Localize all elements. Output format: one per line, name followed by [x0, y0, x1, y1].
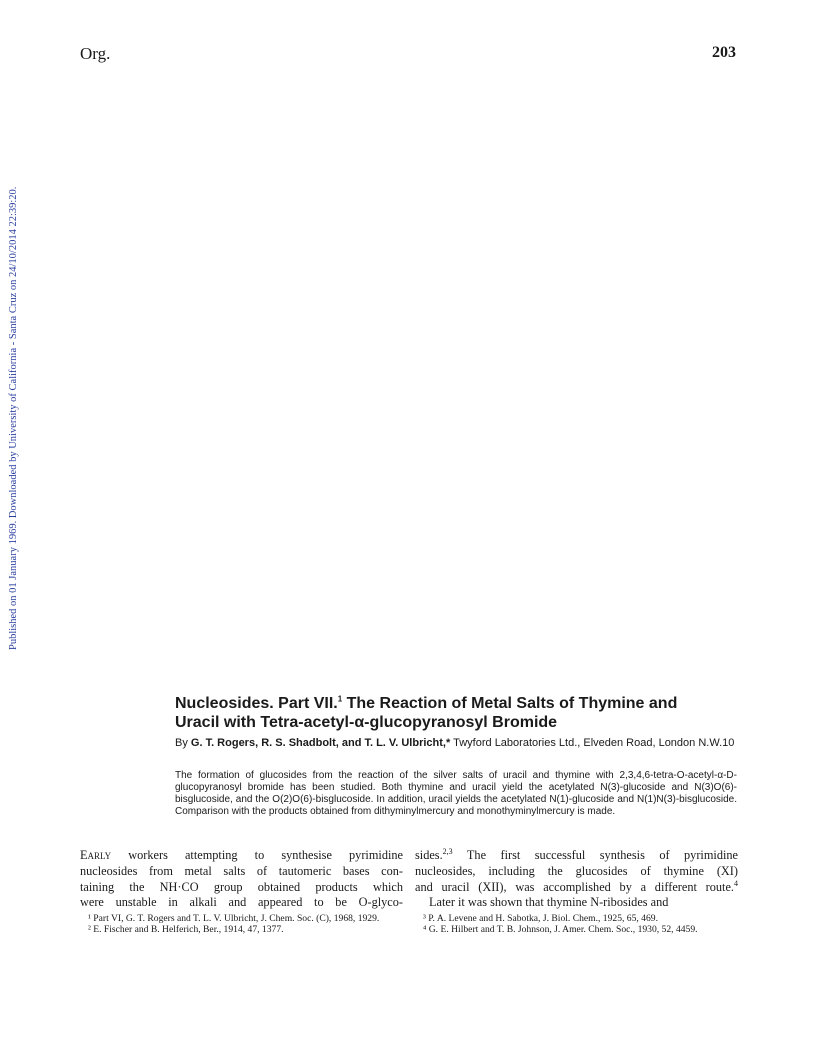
- footnote: ¹ Part VI, G. T. Rogers and T. L. V. Ulbricht, J. Chem. Soc. (C), 1968, 1929.: [88, 913, 380, 924]
- citation-marker: 4: [734, 878, 738, 888]
- body-line: nucleosides from metal salts of tautomeric bases con-: [80, 863, 403, 878]
- footnote: ² E. Fischer and B. Helferich, Ber., 1914, 47, 1377.: [88, 924, 284, 936]
- by-label: By: [175, 737, 188, 749]
- body-column-left: [80, 848, 403, 911]
- body-line: nucleosides, including the glucosides of thymine (XI): [415, 863, 738, 878]
- article-title: [175, 694, 737, 732]
- title-footnote-marker: 1: [337, 694, 343, 704]
- body-line: taining the NH·CO group obtained products which: [80, 879, 403, 894]
- title-line-1-end: The Reaction of Metal Salts of Thymine and: [342, 695, 678, 712]
- body-line: were unstable in alkali and appeared to be O-glyco-: [80, 895, 403, 910]
- body-column-right: [415, 848, 738, 911]
- body-line: sides.$^{2,3}$ The first successful synthesis of pyrimidine: [415, 846, 738, 862]
- footnote: ³ P. A. Levene and H. Sabotka, J. Biol. Chem., 1925, 65, 469.: [423, 913, 658, 924]
- footnotes-right: [415, 913, 738, 935]
- journal-section-label: Org.: [80, 44, 111, 63]
- body-line: Early workers attempting to synthesise pyrimidine: [80, 848, 403, 862]
- download-notice: Published on 01 January 1969. Downloaded by University of California - Santa Cruz on 24/10/2014 22:39:20.: [8, 186, 19, 650]
- title-line-2: Uracil with Tetra-acetyl-α-glucopyranosyl Bromide: [175, 714, 558, 731]
- abstract: The formation of glucosides from the reaction of the silver salts of uracil and thymine with 2,3,4,6-tetra-O-acetyl-α-D-glucopyranosyl bromide has been studied. Both thymine and uracil yield the acetylated N(3)-glucoside and N(3)O(6)-bisglucoside, and the O(2)O(6)-bisglucoside. In addition, uracil yields the acetylated N(1)-glucoside and N(1)N(3)-bisglucoside. Comparison with the products obtained from dithyminylmercury and monothyminylmercury is made.: [175, 770, 737, 817]
- affiliation: Twyford Laboratories Ltd., Elveden Road, London N.W.10: [453, 737, 735, 749]
- citation-marker: 2,3: [442, 846, 453, 856]
- body-line: and uracil (XII), was accomplished by a different route.$^4$: [415, 878, 738, 894]
- footnote: ⁴ G. E. Hilbert and T. B. Johnson, J. Amer. Chem. Soc., 1930, 52, 4459.: [423, 924, 698, 936]
- lead-word: Early: [80, 848, 112, 862]
- author-names: G. T. Rogers, R. S. Shadbolt, and T. L. V. Ulbricht,*: [190, 737, 451, 749]
- footnotes-left: [80, 913, 403, 935]
- body-line: Later it was shown that thymine N-ribosides and: [429, 895, 669, 910]
- page-number: 203: [712, 44, 736, 61]
- author-line: [175, 736, 737, 750]
- title-line-1-start: Nucleosides. Part VII.: [175, 695, 338, 712]
